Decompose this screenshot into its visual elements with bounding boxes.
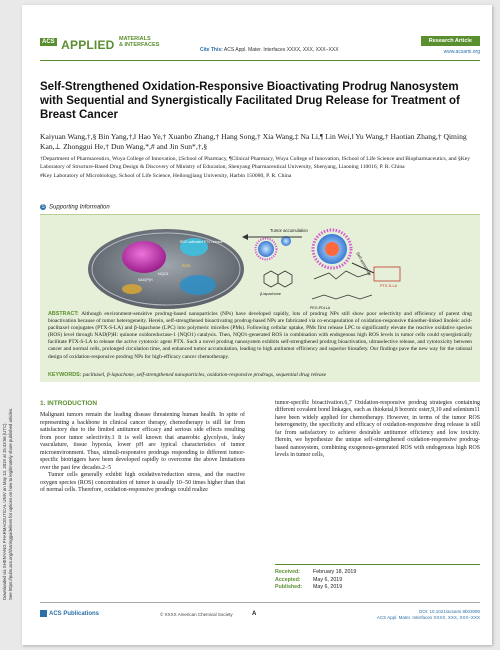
- arrowhead: [242, 234, 248, 240]
- nqo1-label: NQO1: [158, 272, 169, 276]
- chemical-structures: [260, 267, 400, 310]
- cite-text: ACS Appl. Mater. Interfaces XXXX, XXX, XXX−XXX: [223, 47, 339, 53]
- download-notice: [2, 160, 18, 600]
- journal-logo: [40, 36, 159, 54]
- acs-mark: ACS: [42, 39, 55, 45]
- journal-url[interactable]: www.acsami.org: [443, 49, 480, 55]
- copyright: © XXXX American Chemical Society: [160, 612, 233, 617]
- supporting-info-link[interactable]: [40, 204, 110, 211]
- nadh-label: NAD(P)H: [138, 278, 153, 282]
- paragraph: Malignant tumors remain the leading disease threatening human health. In spite of representing a backbone in clinical cancer therapy, chemotherapy is still far from satisfactory due to the limited antitumor efficacy and serious side effects resulting from poor tumor selectivity.1 It is well known that anaerobic glycolysis, leaky vasculature, tissue hypoxia, lower pH are typical characteristics of tumor microenvironment. Thus, stimuli-responsive prodrugs responding to different tumor-specific biotriggers have been developed rapidly to overcome the above limitations over the past few decades.2−5: [40, 412, 245, 471]
- cell-illustration: [88, 229, 244, 309]
- cite-this[interactable]: [200, 47, 339, 53]
- ros-activated-label: ROS-activated PTX release: [180, 240, 223, 244]
- download-notice-line1: Downloaded via SHENYANG PHARMACEUTICAL UNIV on May 13, 2019 at 15:43:56 (UTC).: [2, 422, 7, 600]
- lapachone-label: β-lapachone: [260, 292, 281, 296]
- abstract-text: [48, 311, 472, 361]
- page-footer: [40, 602, 480, 632]
- micelle-large: [313, 230, 351, 268]
- body-column-right: [275, 400, 480, 460]
- affiliation-2: #Key Laboratory of Microbiology, School of Life Science, Heilongjiang University, Harbin 150080, P. R. China: [40, 173, 292, 180]
- self-assembly-label: Self-assembly: [355, 251, 373, 277]
- publication-dates: [275, 564, 480, 592]
- article-type-badge: Research Article: [421, 36, 480, 46]
- tumor-accumulation-label: Tumor accumulation: [270, 228, 308, 233]
- journal-name-sub: MATERIALS & INTERFACES: [119, 36, 160, 48]
- acs-publications-logo[interactable]: ACS Publications: [40, 610, 99, 617]
- cite-label[interactable]: Cite This:: [200, 47, 223, 53]
- supporting-info-label[interactable]: Supporting Information: [49, 204, 110, 211]
- supporting-info-icon: S: [41, 204, 45, 210]
- acs-logo-icon: [40, 610, 47, 617]
- journal-header: [40, 36, 480, 62]
- article-page: [22, 5, 492, 645]
- journal-name-main: APPLIED: [61, 38, 115, 52]
- author-list: Kaiyuan Wang,†,§ Bin Yang,†,‖ Hao Ye,† Xuanbo Zhang,† Hang Song,† Xia Wang,‡ Na Li,¶ Lin Wei,‖ Yu Wang,† Haotian Zhang,† Qiming Kan,⊥ Zhonggui He,† Dun Wang,*,# and Jin Sun*,†,§: [40, 132, 467, 151]
- date-published: Published: May 6, 2019: [275, 584, 343, 590]
- affiliation-1: †Department of Pharmaceutics, Wuya College of Innovation, ‡School of Pharmacy, ¶Clinical Pharmacy, Wuya College of Innovation, ‖School of Life Science and Biopharmaceutics, and §Key Laboratory of Structure-Based Drug Design & Discovery of Ministry of Education, Shenyang Pharmaceutical University, Shenyang, Liaoning 110016, P. R. China: [40, 156, 471, 170]
- ptx-sla-label: PTX-S-LA: [380, 284, 398, 288]
- abstract-label: ABSTRACT:: [48, 311, 79, 317]
- date-accepted: Accepted: May 6, 2019: [275, 576, 343, 583]
- micelle-small: [256, 236, 292, 260]
- section-heading: 1. INTRODUCTION: [40, 400, 98, 407]
- body-column-left: [40, 400, 245, 494]
- keywords-label: KEYWORDS:: [48, 372, 82, 378]
- article-title: Self-Strengthened Oxidation-Responsive Bioactivating Prodrug Nanosystem with Sequential and Synergistically Facilitated Drug Release for Treatment of Breast Cancer: [40, 81, 460, 121]
- header-rule: [40, 60, 480, 61]
- toc-graphic: [74, 223, 446, 311]
- abstract-box: [40, 214, 480, 382]
- date-received: Received: February 18, 2019: [275, 569, 357, 575]
- ros-label: ROS: [182, 264, 191, 268]
- footer-citation: ACS Appl. Mater. Interfaces XXXX, XXX, XXX−XXX: [376, 615, 480, 620]
- affiliations: [40, 156, 480, 181]
- paragraph: Tumor cells generally exhibit high oxidative/reduction stress, and the reactive oxygen species (ROS) concentration of tumor is usually 10−50 times higher than that of normal cells. Therefore, oxidation-responsive prodrugs could realize: [40, 472, 245, 493]
- keywords: [48, 372, 472, 379]
- paragraph: tumor-specific bioactivation.6,7 Oxidation-responsive prodrug strategies containing different covalent bond linkages, such as thioketal,8 boronic ester,9,10 and selenium11 have been widely applied for chemotherapy. However, in terms of the tumor ROS heterogeneity, the specificity and efficacy of oxidation-responsive drug release is still far from satisfactory to achieve desirable antitumor efficiency and low toxicity. Herein, we hypothesize the unique self-strengthened oxidation-responsive prodrug-based nanosystem, combining exogenous-generated ROS with endogenous high ROS levels in tumor cells,: [275, 400, 480, 459]
- keywords-list: paclitaxel, β-lapachone, self-strengthened nanoparticles, oxidation-responsive prodrugs, sequential drug release: [82, 372, 327, 378]
- download-notice-line2: See https://pubs.acs.org/sharingguidelines for options on how to legitimately share published articles.: [8, 407, 13, 600]
- doi-link[interactable]: DOI: 10.1021/acsami.9b03090: [418, 609, 480, 614]
- abstract-body: Although environment-sensitive prodrug-based nanoparticles (NPs) have developed rapidly, lots of prodrug NPs still show poor selectivity and efficiency of parent drug bioactivation because of tumor heterogeneity. Herein, self-strengthened bioactivating prodrug-based NPs are fabricated via co-encapsulation of oxidation-responsive thioether-linked linoleic acid-paclitaxel conjugates (PTX-S-LA) and β-lapachone (LPC) into polymeric micelles (PMs). Following cellular uptake, PMs first release LPC to significantly elevate the reactive oxidative species (ROS) level through NAD(P)H: quinone oxidoreductase-1 (NQO1) catalysis. Then, NQO1-generated ROS in combination with endogenous high ROS levels in tumor cells could synergistically facilitate PTX-S-LA to release the active cytotoxic agent PTX. Such a novel prodrug nanosystem exhibits self-strengthened prodrug bioactivation, ultraselective release, and cytotoxicity between cancer and normal cells, prolonged circulation time, and enhanced tumor accumulation, leading to high antitumor efficiency and superior biosafety. Our findings pave the new way for the rational design of oxidation-responsive prodrug NPs for high-efficacy cancer chemotherapy.: [48, 311, 472, 360]
- page-number: A: [252, 611, 257, 617]
- doi[interactable]: [377, 609, 480, 621]
- peg-pla-label: PEG-PDLLA: [310, 306, 331, 310]
